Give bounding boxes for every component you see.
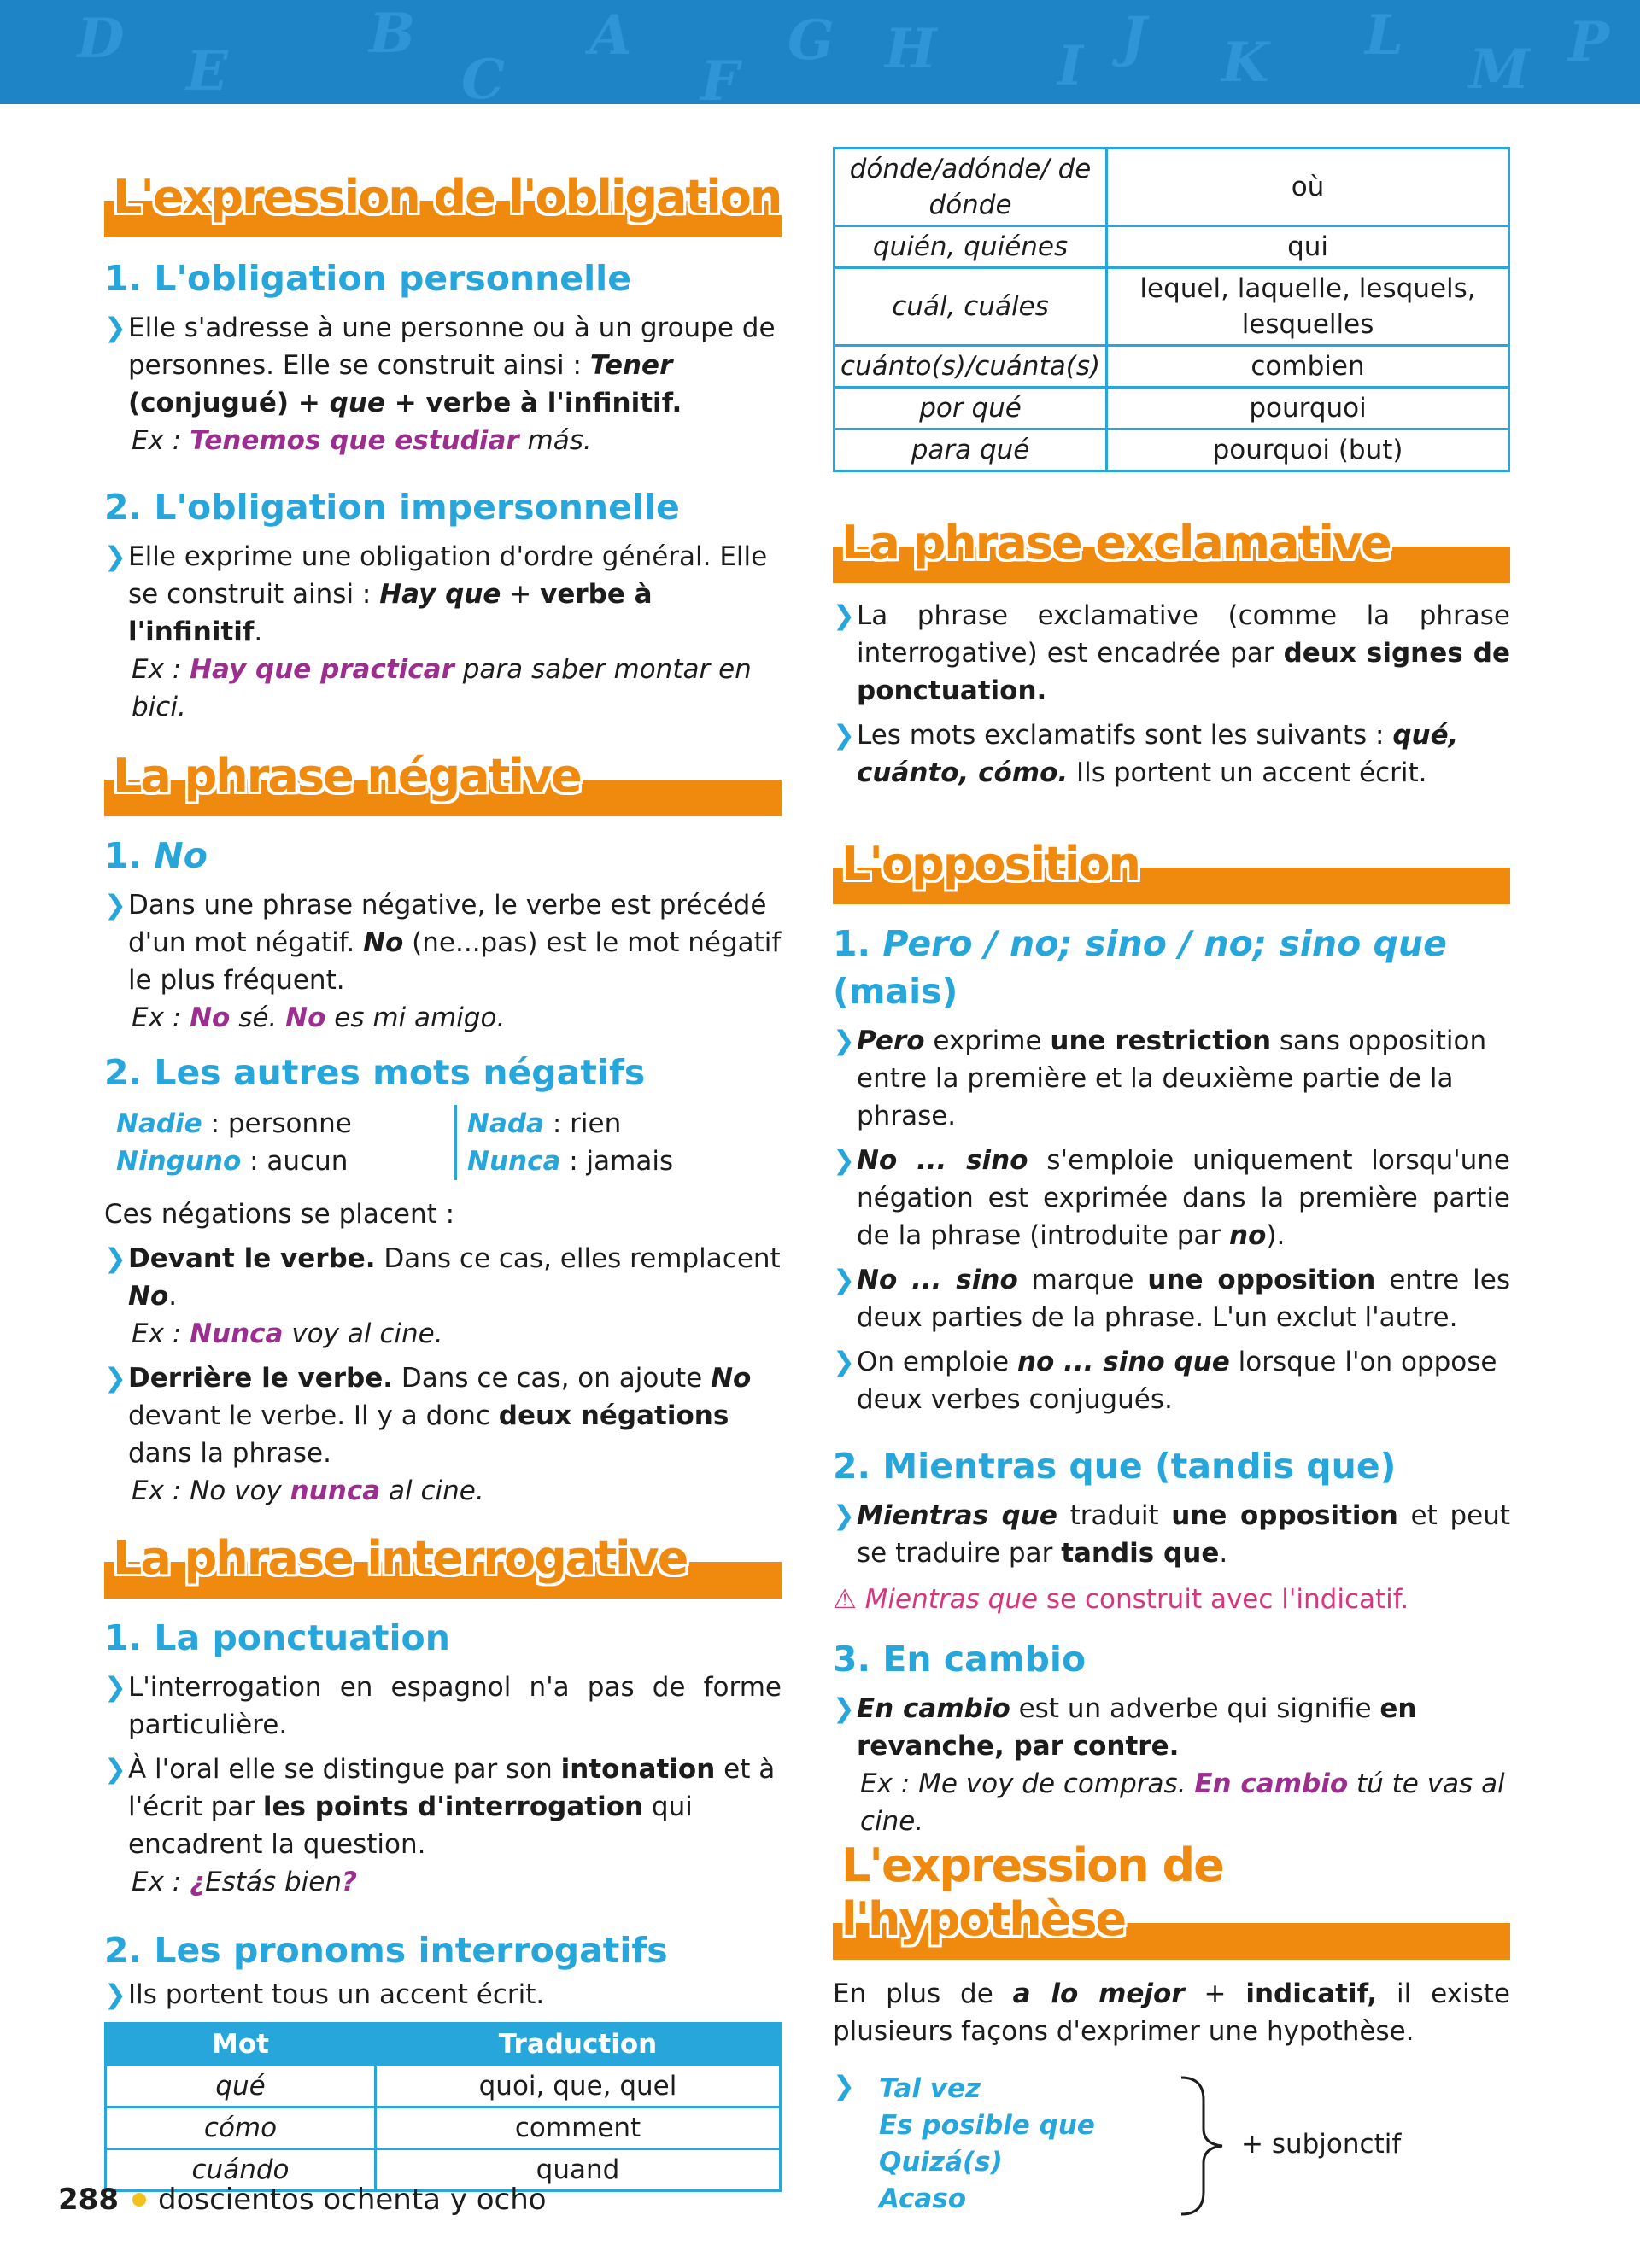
paragraph: ❯ Derrière le verbe. Dans ce cas, on ajoute No devant le verbe. Il y a donc deux négations dans la phrase. bbox=[104, 1359, 782, 1472]
section-header-exclamative bbox=[833, 489, 1510, 583]
grid-column bbox=[457, 1105, 673, 1180]
table-row bbox=[106, 2107, 781, 2149]
banner-letter: H bbox=[885, 17, 937, 81]
table-cell: qué bbox=[106, 2066, 376, 2107]
table-cell: qui bbox=[1107, 226, 1509, 268]
chevron-right-icon: ❯ bbox=[104, 313, 126, 343]
chevron-right-icon: ❯ bbox=[833, 1693, 855, 1724]
bullet-dot-icon bbox=[132, 2193, 146, 2207]
section-header-negative bbox=[104, 731, 782, 816]
table-row bbox=[835, 268, 1509, 346]
list-item: Quizá(s) bbox=[879, 2147, 1003, 2177]
chevron-right-icon: ❯ bbox=[833, 1265, 855, 1295]
table-cell: para qué bbox=[835, 430, 1107, 471]
chevron-right-icon: ❯ bbox=[833, 1500, 855, 1531]
paragraph: ❯ Ils portent tous un accent écrit. bbox=[104, 1976, 782, 2014]
example: Ex : No voy nunca al cine. bbox=[132, 1476, 484, 1506]
paragraph: ❯ En cambio est un adverbe qui signifie en revanche, par contre. bbox=[833, 1690, 1510, 1765]
table-cell: quoi, que, quel bbox=[376, 2066, 781, 2107]
paragraph: ❯ Elle exprime une obligation d'ordre général. Elle se construit ainsi : Hay que + verbe à l'infinitif. bbox=[104, 538, 782, 651]
banner-letter: E bbox=[186, 39, 228, 103]
warning-note: ⚠ Mientras que se construit avec l'indicatif. bbox=[833, 1584, 1409, 1615]
table-header-row bbox=[106, 2024, 781, 2066]
paragraph: ❯ Elle s'adresse à une personne ou à un groupe de personnes. Elle se construit ainsi : Tener (conjugué) + que + verbe à l'infinitif. bbox=[104, 309, 782, 422]
paragraph: ❯ Devant le verbe. Dans ce cas, elles remplacent No. bbox=[104, 1240, 782, 1315]
paragraph: Ces négations se placent : bbox=[104, 1199, 455, 1230]
paragraph: ❯ L'interrogation en espagnol n'a pas de forme particulière. bbox=[104, 1669, 782, 1744]
interrogative-table-continued bbox=[833, 147, 1510, 472]
banner-letter: C bbox=[461, 48, 505, 104]
warning-icon: ⚠ bbox=[833, 1584, 857, 1615]
list-item: Tal vez bbox=[879, 2073, 981, 2104]
banner-letter: D bbox=[77, 7, 125, 71]
page-number-text: doscientos ochenta y ocho bbox=[157, 2183, 547, 2217]
section-title: La phrase négative bbox=[113, 749, 581, 803]
section-header-obligation bbox=[104, 145, 782, 237]
section-title: La phrase exclamative bbox=[841, 516, 1391, 570]
grid-column bbox=[116, 1105, 457, 1180]
example: Ex : Me voy de compras. En cambio tú te vas al cine. bbox=[860, 1768, 1505, 1837]
table-cell: pourquoi bbox=[1107, 388, 1509, 430]
chevron-right-icon: ❯ bbox=[833, 2071, 855, 2101]
chevron-right-icon: ❯ bbox=[833, 720, 855, 751]
chevron-right-icon: ❯ bbox=[104, 541, 126, 572]
table-cell: lequel, laquelle, lesquels, lesquelles bbox=[1107, 268, 1509, 346]
right-column bbox=[833, 147, 1510, 2230]
chevron-right-icon: ❯ bbox=[104, 1754, 126, 1785]
table-cell: cuándo bbox=[106, 2149, 376, 2191]
table-cell: pourquoi (but) bbox=[1107, 430, 1509, 471]
table-cell: combien bbox=[1107, 346, 1509, 388]
paragraph: ❯ Mientras que traduit une opposition et peut se traduire par tandis que. bbox=[833, 1497, 1510, 1572]
banner-letter: A bbox=[589, 3, 632, 67]
negative-word: Nunca : jamais bbox=[467, 1146, 674, 1177]
left-column bbox=[104, 145, 782, 2192]
table-cell: cuánto(s)/cuánta(s) bbox=[835, 346, 1107, 388]
subheading: 1. Pero / no; sino / no; sino que (mais) bbox=[833, 923, 1447, 1012]
table-cell: comment bbox=[376, 2107, 781, 2149]
chevron-right-icon: ❯ bbox=[104, 1672, 126, 1703]
subheading: 2. Mientras que (tandis que) bbox=[833, 1446, 1397, 1487]
paragraph: ❯ Dans une phrase négative, le verbe est précédé d'un mot négatif. No (ne...pas) est le mot négatif le plus fréquent. bbox=[104, 886, 782, 999]
list-item: Es posible que bbox=[879, 2110, 1095, 2141]
table-cell: où bbox=[1107, 149, 1509, 226]
column-header: Mot bbox=[106, 2024, 376, 2066]
chevron-right-icon: ❯ bbox=[833, 1026, 855, 1056]
subheading: 2. Les autres mots négatifs bbox=[104, 1052, 646, 1093]
section-title: L'expression de l'obligation bbox=[113, 170, 782, 224]
subheading: 1. No bbox=[104, 835, 208, 876]
banner-letter: B bbox=[369, 2, 416, 66]
example: Ex : Hay que practicar para saber montar en bici. bbox=[132, 654, 752, 722]
negative-word: Ninguno : aucun bbox=[116, 1146, 348, 1177]
chevron-right-icon: ❯ bbox=[833, 600, 855, 631]
paragraph: ❯ La phrase exclamative (comme la phrase interrogative) est encadrée par deux signes de ponctuation. bbox=[833, 597, 1510, 710]
section-header-opposition bbox=[833, 792, 1510, 904]
list-item: Acaso bbox=[879, 2183, 967, 2214]
page-footer bbox=[58, 2183, 547, 2217]
example: Ex : No sé. No es mi amigo. bbox=[132, 1002, 506, 1033]
subheading: 2. Les pronoms interrogatifs bbox=[104, 1930, 668, 1971]
table-cell: por qué bbox=[835, 388, 1107, 430]
paragraph: ❯ Pero exprime une restriction sans opposition entre la première et la deuxième partie de la phrase. bbox=[833, 1022, 1510, 1135]
example: Ex : Tenemos que estudiar más. bbox=[132, 425, 592, 456]
page-number: 288 bbox=[58, 2183, 119, 2217]
chevron-right-icon: ❯ bbox=[104, 1243, 126, 1274]
subjunctive-label: + subjonctif bbox=[1241, 2129, 1402, 2160]
negative-word: Nada : rien bbox=[467, 1108, 622, 1139]
table-row bbox=[835, 430, 1509, 471]
subheading: 1. La ponctuation bbox=[104, 1617, 450, 1658]
table-row bbox=[106, 2066, 781, 2107]
section-header-interrogative bbox=[104, 1513, 782, 1599]
section-title: L'expression de l'hypothèse bbox=[841, 1838, 1223, 1946]
table-cell: cómo bbox=[106, 2107, 376, 2149]
subheading: 2. L'obligation impersonnelle bbox=[104, 487, 680, 528]
table-cell: quand bbox=[376, 2149, 781, 2191]
table-row bbox=[835, 388, 1509, 430]
section-header-hypothesis bbox=[833, 1840, 1510, 1960]
interrogative-table bbox=[104, 2022, 782, 2192]
banner-letter: I bbox=[1057, 34, 1083, 98]
chevron-right-icon: ❯ bbox=[833, 1347, 855, 1377]
example: Ex : Nunca voy al cine. bbox=[132, 1318, 443, 1349]
paragraph: ❯ À l'oral elle se distingue par son intonation et à l'écrit par les points d'interrogation qui encadrent la question. bbox=[104, 1751, 782, 1863]
hypothesis-list bbox=[833, 2071, 1510, 2230]
chevron-right-icon: ❯ bbox=[833, 1145, 855, 1176]
chevron-right-icon: ❯ bbox=[104, 1363, 126, 1394]
banner-letter: L bbox=[1365, 3, 1403, 67]
banner-letter: F bbox=[700, 50, 740, 104]
chevron-right-icon: ❯ bbox=[104, 890, 126, 921]
paragraph: ❯ No ... sino s'emploie uniquement lorsqu'une négation est exprimée dans la première partie de la phrase (introduite par no). bbox=[833, 1142, 1510, 1254]
table-cell: dónde/adónde/ de dónde bbox=[835, 149, 1107, 226]
banner-letter: J bbox=[1121, 5, 1147, 69]
paragraph: ❯ Les mots exclamatifs sont les suivants : qué, cuánto, cómo. Ils portent un accent écrit. bbox=[833, 716, 1510, 792]
banner-letter: K bbox=[1221, 31, 1269, 95]
top-banner bbox=[0, 0, 1640, 104]
subheading: 1. L'obligation personnelle bbox=[104, 258, 632, 299]
negative-word: Nadie : personne bbox=[116, 1108, 352, 1139]
curly-brace-icon bbox=[1174, 2074, 1234, 2218]
paragraph: ❯ On emploie no ... sino que lorsque l'on oppose deux verbes conjugués. bbox=[833, 1343, 1510, 1418]
example: Ex : ¿Estás bien? bbox=[132, 1867, 357, 1897]
section-title: L'opposition bbox=[841, 837, 1139, 891]
paragraph: ❯ No ... sino marque une opposition entre les deux parties de la phrase. L'un exclut l'autre. bbox=[833, 1261, 1510, 1336]
negative-words-grid bbox=[116, 1105, 782, 1180]
chevron-right-icon: ❯ bbox=[104, 1979, 126, 2010]
section-title: La phrase interrogative bbox=[113, 1531, 688, 1585]
paragraph: En plus de a lo mejor + indicatif, il existe plusieurs façons d'exprimer une hypothèse. bbox=[833, 1979, 1510, 2047]
table-row bbox=[835, 226, 1509, 268]
table-row bbox=[835, 149, 1509, 226]
banner-letter: M bbox=[1469, 38, 1530, 102]
table-row bbox=[835, 346, 1509, 388]
table-cell: quién, quiénes bbox=[835, 226, 1107, 268]
hypothesis-words bbox=[879, 2071, 1095, 2218]
banner-letter: P bbox=[1568, 10, 1610, 74]
subheading: 3. En cambio bbox=[833, 1639, 1086, 1680]
table-cell: cuál, cuáles bbox=[835, 268, 1107, 346]
column-header: Traduction bbox=[376, 2024, 781, 2066]
banner-letter: G bbox=[788, 9, 835, 73]
